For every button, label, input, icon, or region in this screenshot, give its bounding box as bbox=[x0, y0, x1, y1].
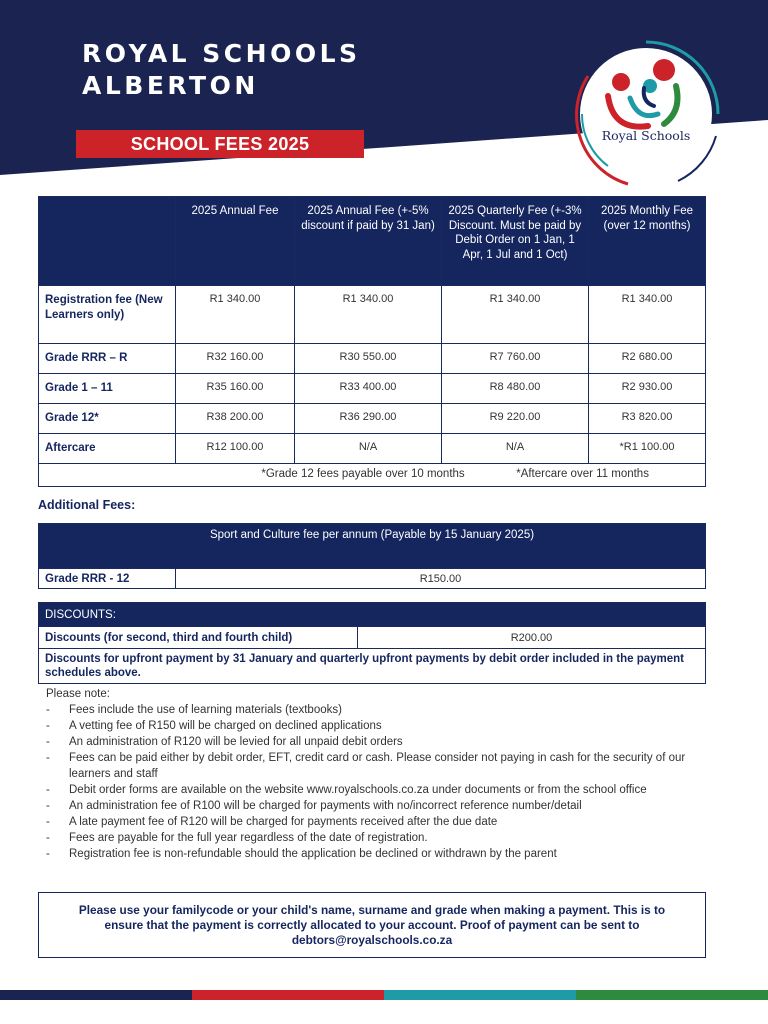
header-annual-fee: 2025 Annual Fee bbox=[176, 197, 295, 286]
grade12-note: *Grade 12 fees payable over 10 months bbox=[261, 468, 465, 480]
list-item: - Fees can be paid either by debit order, EFT, credit card or cash. Please consider not paying in cash for the security of our learners and staff bbox=[46, 750, 706, 782]
school-name bbox=[82, 38, 361, 102]
notes-section bbox=[46, 686, 706, 862]
annual-discount-cell: N/A bbox=[295, 434, 442, 464]
school-name-line2: ALBERTON bbox=[82, 71, 259, 100]
notes-title: Please note: bbox=[46, 688, 110, 700]
list-item: - Registration fee is non-refundable should the application be declined or withdrawn by the parent bbox=[46, 846, 706, 862]
fees-note-row bbox=[39, 464, 706, 487]
annual-fee-cell: R35 160.00 bbox=[176, 374, 295, 404]
header-annual-discount: 2025 Annual Fee (+-5% discount if paid by 31 Jan) bbox=[295, 197, 442, 286]
row-label: Grade 12* bbox=[39, 404, 176, 434]
annual-fee-cell: R38 200.00 bbox=[176, 404, 295, 434]
monthly-fee-cell: R2 680.00 bbox=[589, 344, 706, 374]
annual-fee-cell: R12 100.00 bbox=[176, 434, 295, 464]
sport-fee-value: R150.00 bbox=[176, 569, 706, 589]
footer-stripe-green bbox=[576, 990, 768, 1000]
list-item: - An administration of R120 will be levied for all unpaid debit orders bbox=[46, 734, 706, 750]
header-monthly-fee: 2025 Monthly Fee (over 12 months) bbox=[589, 197, 706, 286]
quarterly-fee-cell: R1 340.00 bbox=[442, 286, 589, 344]
header-empty bbox=[39, 197, 176, 286]
monthly-fee-cell: R2 930.00 bbox=[589, 374, 706, 404]
payment-notice-box bbox=[38, 892, 706, 958]
table-row bbox=[39, 649, 706, 684]
annual-discount-cell: R33 400.00 bbox=[295, 374, 442, 404]
monthly-fee-cell: R3 820.00 bbox=[589, 404, 706, 434]
list-item: - Fees include the use of learning materials (textbooks) bbox=[46, 702, 706, 718]
sport-fee-label: Grade RRR - 12 bbox=[39, 569, 176, 589]
header-quarterly-fee: 2025 Quarterly Fee (+-3% Discount. Must be paid by Debit Order on 1 Jan, 1 Apr, 1 Jul and 1 Oct) bbox=[442, 197, 589, 286]
sport-fee-header-row bbox=[39, 524, 706, 569]
aftercare-note: *Aftercare over 11 months bbox=[516, 468, 649, 480]
school-fees-banner: SCHOOL FEES 2025 bbox=[76, 130, 364, 158]
list-item: - An administration fee of R100 will be charged for payments with no/incorrect reference number/detail bbox=[46, 798, 706, 814]
quarterly-fee-cell: N/A bbox=[442, 434, 589, 464]
table-row bbox=[39, 344, 706, 374]
sport-fee-header: Sport and Culture fee per annum (Payable by 15 January 2025) bbox=[39, 524, 706, 569]
table-row bbox=[39, 286, 706, 344]
payment-notice-text: Please use your familycode or your child's name, surname and grade when making a payment. This is to ensure that the payment is correctly allocated to your account. Proof of payment can be sent to debtors@royalschools.co.za bbox=[78, 902, 666, 947]
notes-list bbox=[46, 702, 706, 862]
discounts-header-row bbox=[39, 603, 706, 627]
upfront-discount-text: Discounts for upfront payment by 31 January and quarterly upfront payments by debit order included in the payment schedules above. bbox=[39, 649, 706, 684]
sibling-discount-value: R200.00 bbox=[358, 627, 706, 649]
footer-stripes bbox=[0, 990, 768, 1000]
sibling-discount-label: Discounts (for second, third and fourth child) bbox=[39, 627, 358, 649]
fees-note-cell bbox=[39, 464, 706, 487]
list-item: - Debit order forms are available on the website www.royalschools.co.za under documents or from the school office bbox=[46, 782, 706, 798]
discounts-table bbox=[38, 602, 706, 684]
annual-discount-cell: R30 550.00 bbox=[295, 344, 442, 374]
table-row bbox=[39, 374, 706, 404]
list-item: - Fees are payable for the full year regardless of the date of registration. bbox=[46, 830, 706, 846]
row-label: Aftercare bbox=[39, 434, 176, 464]
table-row bbox=[39, 404, 706, 434]
discounts-header: DISCOUNTS: bbox=[39, 603, 706, 627]
quarterly-fee-cell: R9 220.00 bbox=[442, 404, 589, 434]
quarterly-fee-cell: R7 760.00 bbox=[442, 344, 589, 374]
annual-fee-cell: R32 160.00 bbox=[176, 344, 295, 374]
monthly-fee-cell: *R1 100.00 bbox=[589, 434, 706, 464]
table-row bbox=[39, 569, 706, 589]
footer-stripe-red bbox=[192, 990, 384, 1000]
table-row bbox=[39, 627, 706, 649]
footer-stripe-teal bbox=[384, 990, 576, 1000]
fees-table bbox=[38, 196, 706, 487]
quarterly-fee-cell: R8 480.00 bbox=[442, 374, 589, 404]
row-label: Registration fee (New Learners only) bbox=[39, 286, 176, 344]
list-item: - A vetting fee of R150 will be charged on declined applications bbox=[46, 718, 706, 734]
annual-discount-cell: R1 340.00 bbox=[295, 286, 442, 344]
additional-fees-title: Additional Fees: bbox=[38, 498, 136, 512]
logo-text: Royal Schools bbox=[601, 128, 691, 143]
sport-fee-table bbox=[38, 523, 706, 589]
list-item: - A late payment fee of R120 will be charged for payments received after the due date bbox=[46, 814, 706, 830]
row-label: Grade RRR – R bbox=[39, 344, 176, 374]
table-row bbox=[39, 434, 706, 464]
row-label: Grade 1 – 11 bbox=[39, 374, 176, 404]
annual-fee-cell: R1 340.00 bbox=[176, 286, 295, 344]
royal-schools-logo bbox=[568, 36, 724, 186]
annual-discount-cell: R36 290.00 bbox=[295, 404, 442, 434]
footer-stripe-navy bbox=[0, 990, 192, 1000]
school-name-line1: ROYAL SCHOOLS bbox=[82, 39, 361, 68]
fees-table-header-row bbox=[39, 197, 706, 286]
monthly-fee-cell: R1 340.00 bbox=[589, 286, 706, 344]
